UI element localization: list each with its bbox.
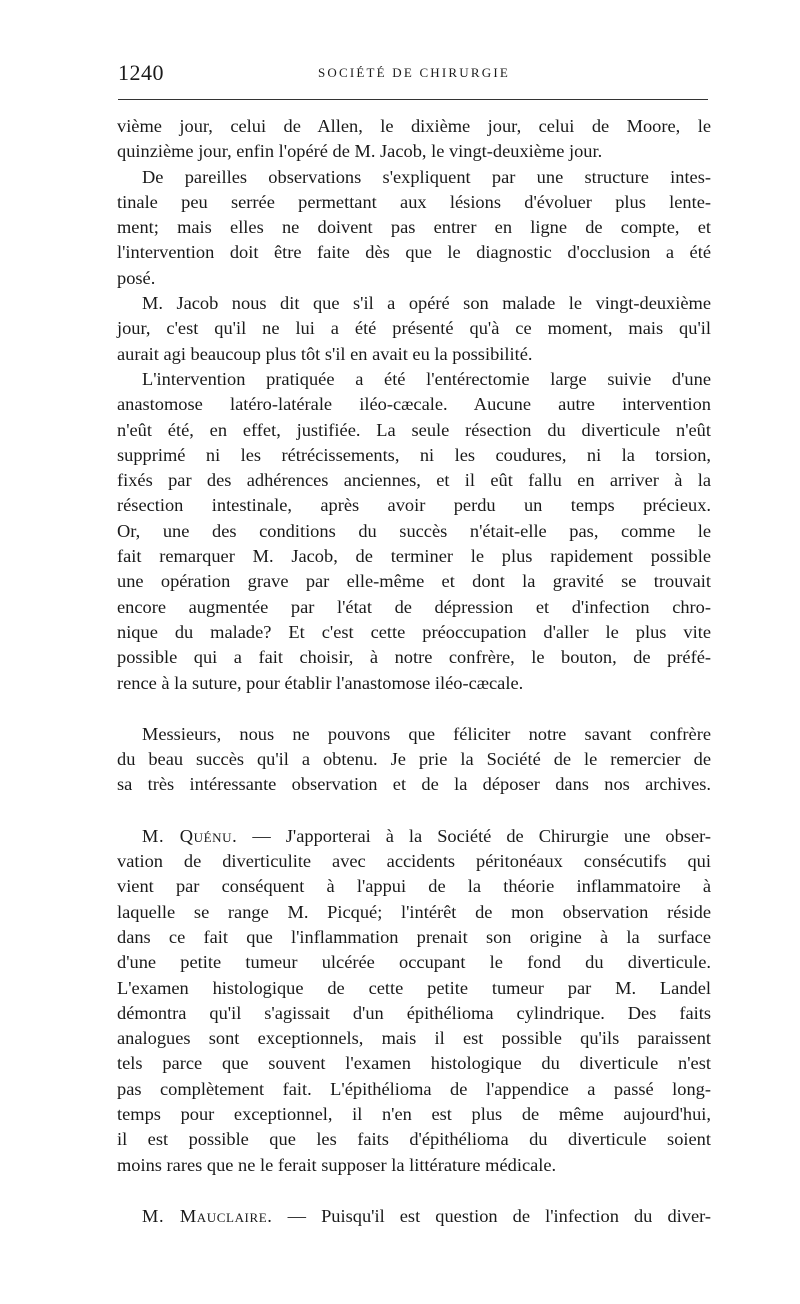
page-header (118, 58, 710, 88)
text-line: laquelle se range M. Picqué; l'intérêt de mon observation réside (117, 901, 711, 922)
speaker-name: M. Quénu. (142, 825, 238, 846)
paragraph-gap (117, 696, 711, 722)
text-line: une opération grave par elle-même et dont la gravité se trouvait (117, 571, 711, 592)
text-line: vient par conséquent à l'appui de la théorie inflammatoire à (117, 876, 711, 897)
text-line: possible qui a fait choisir, à notre confrère, le bouton, de préfé- (117, 647, 711, 668)
text-line: d'une petite tumeur ulcérée occupant le fond du diverticule. (117, 952, 711, 973)
text-line: fait remarquer M. Jacob, de terminer le plus rapidement possible (117, 546, 711, 567)
speaker-paragraph-mauclaire (117, 1204, 711, 1229)
text-line: quinzième jour, enfin l'opéré de M. Jacob, le vingt-deuxième jour. (117, 141, 603, 162)
speaker-name: M. Mauclaire. (142, 1205, 273, 1226)
text-line (117, 824, 711, 849)
header-rule (118, 99, 708, 100)
text-line: démontra qu'il s'agissait d'un épithélioma cylindrique. Des faits (117, 1002, 711, 1023)
paragraph (117, 722, 711, 798)
text-line: encore augmentée par l'état de dépression et d'infection chro- (117, 596, 711, 617)
text-line: aurait agi beaucoup plus tôt s'il en avait eu la possibilité. (117, 343, 533, 364)
paragraph (117, 367, 711, 696)
text-line: posé. (117, 267, 156, 288)
text-line: moins rares que ne le ferait supposer la littérature médicale. (117, 1154, 557, 1175)
text-line: temps pour exceptionnel, il n'en est plus de même aujourd'hui, (117, 1103, 711, 1124)
text-line: De pareilles observations s'expliquent par une structure intes- (142, 166, 711, 187)
text-line: M. Jacob nous dit que s'il a opéré son malade le vingt-deuxième (142, 293, 711, 314)
text-line: L'intervention pratiquée a été l'entérectomie large suivie d'une (142, 368, 711, 389)
text-fragment: — J'apporterai à la Société de Chirurgie une obser- (252, 825, 711, 846)
text-line: du beau succès qu'il a obtenu. Je prie la Société de le remercier de (117, 749, 711, 770)
running-title: SOCIÉTÉ DE CHIRURGIE (317, 65, 511, 80)
text-line: n'eût été, en effet, justifiée. La seule résection du diverticule n'eût (117, 419, 711, 440)
text-line: fixés par des adhérences anciennes, et il eût fallu en arriver à la (117, 470, 711, 491)
paragraph-gap (117, 1178, 711, 1204)
text-line: Messieurs, nous ne pouvons que féliciter notre savant confrère (142, 723, 711, 744)
text-line: dans ce fait que l'inflammation prenait son origine à la surface (117, 926, 711, 947)
speaker-paragraph-quenu (117, 824, 711, 1178)
text-line: tels parce que souvent l'examen histologique du diverticule n'est (117, 1053, 711, 1074)
text-line: tinale peu serrée permettant aux lésions d'évoluer plus lente- (117, 191, 711, 212)
text-line: ment; mais elles ne doivent pas entrer en ligne de compte, et (117, 217, 711, 238)
text-line: nique du malade? Et c'est cette préoccupation d'aller le plus vite (117, 621, 711, 642)
paragraph (117, 165, 711, 291)
paragraph-gap (117, 798, 711, 824)
body-text (117, 114, 711, 1229)
text-line: analogues sont exceptionnels, mais il est possible qu'ils paraissent (117, 1028, 711, 1049)
text-line (117, 1204, 711, 1229)
paragraph (117, 291, 711, 367)
text-line: résection intestinale, après avoir perdu un temps précieux. (117, 495, 711, 516)
text-line: L'examen histologique de cette petite tumeur par M. Landel (117, 977, 711, 998)
text-line: vième jour, celui de Allen, le dixième jour, celui de Moore, le (117, 116, 711, 136)
text-line: vation de diverticulite avec accidents péritonéaux consécutifs qui (117, 851, 711, 872)
text-line: l'intervention doit être faite dès que le diagnostic d'occlusion a été (117, 242, 711, 263)
text-line: anastomose latéro-latérale iléo-cæcale. Aucune autre intervention (117, 394, 711, 415)
text-line: rence à la suture, pour établir l'anastomose iléo-cæcale. (117, 672, 524, 693)
text-line: pas complètement fait. L'épithélioma de l'appendice a passé long- (117, 1078, 711, 1099)
text-fragment: — Puisqu'il est question de l'infection du diver- (287, 1205, 711, 1226)
page-number: 1240 (118, 60, 164, 85)
text-line: supprimé ni les rétrécissements, ni les coudures, ni la torsion, (117, 444, 711, 465)
paragraph-continuation (117, 114, 711, 165)
text-line: Or, une des conditions du succès n'était-elle pas, comme le (117, 520, 711, 541)
text-line: jour, c'est qu'il ne lui a été présenté qu'à ce moment, mais qu'il (117, 318, 711, 339)
text-line: il est possible que les faits d'épithélioma du diverticule soient (117, 1129, 711, 1150)
text-line: sa très intéressante observation et de la déposer dans nos archives. (117, 774, 711, 795)
